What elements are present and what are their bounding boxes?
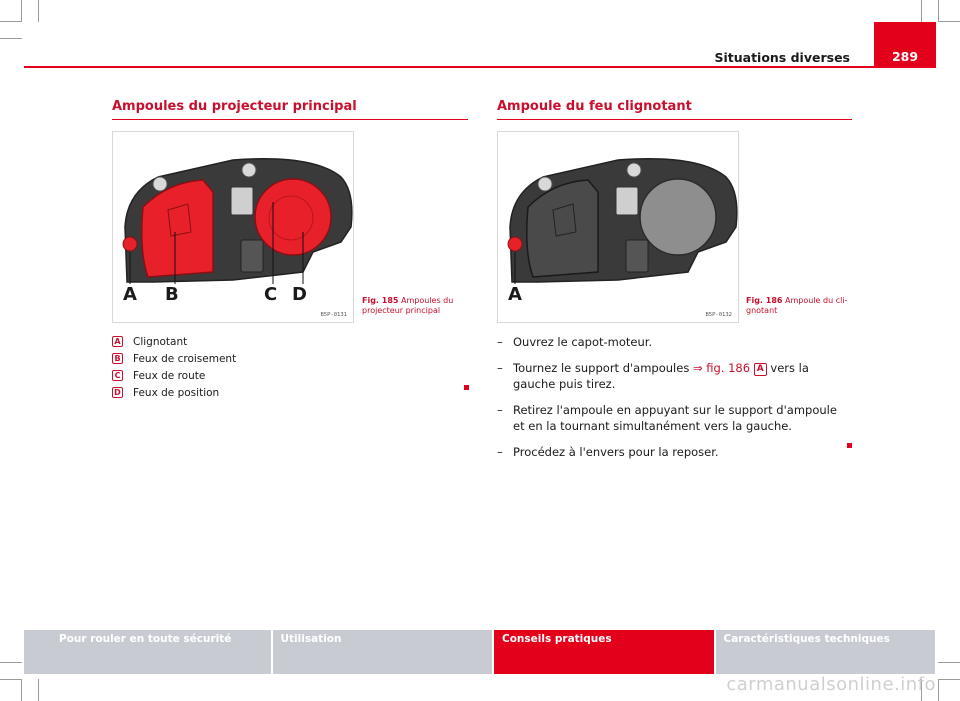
header-rule [24, 66, 936, 68]
legend-item [112, 350, 236, 367]
step-text: Retirez l'ampoule en appuyant sur le support d'ampoule et en la tournant simultanément vers la gauche. [513, 403, 837, 433]
headlight-figure [112, 131, 354, 323]
figure-code: B5P-0132 [705, 312, 732, 318]
instruction-step [497, 444, 849, 460]
figure-caption-text: Ampoule du cli- [785, 296, 848, 305]
instruction-steps [497, 334, 849, 470]
figure-code: B5P-0131 [320, 312, 347, 318]
inline-key-badge: A [754, 363, 767, 376]
figure-caption [362, 296, 462, 316]
figure-label-a: A [508, 284, 522, 305]
left-section-rule [112, 119, 468, 120]
legend-text: Feux de position [133, 386, 220, 399]
crop-mark [0, 38, 22, 39]
legend-key-badge: B [112, 353, 123, 364]
watermark: carmanualsonline.info [726, 674, 936, 695]
legend-list [112, 333, 236, 401]
legend-item [112, 367, 236, 384]
figure-label-c: C [264, 284, 278, 305]
figure-label-b: B [165, 284, 179, 305]
tab-utilisation[interactable]: Utilisation [273, 630, 495, 674]
step-dash: – [497, 403, 503, 417]
step-dash: – [497, 361, 503, 375]
right-section-title: Ampoule du feu clignotant [497, 99, 692, 114]
blinker-figure [497, 131, 739, 323]
crop-mark [38, 679, 39, 701]
right-section-rule [497, 119, 852, 120]
figure-label-d: D [292, 284, 307, 305]
crop-mark [21, 679, 22, 701]
tab-conseils-pratiques[interactable]: Conseils pratiques [494, 630, 716, 674]
crop-mark [0, 21, 22, 22]
legend-key-badge: C [112, 370, 123, 381]
figure-number: Fig. 185 [362, 296, 399, 305]
crop-mark [38, 0, 39, 22]
crop-mark [0, 662, 22, 663]
instruction-step [497, 402, 849, 434]
legend-text: Clignotant [133, 335, 188, 348]
instruction-step [497, 360, 849, 392]
tab-pour-rouler-en-toute-securite[interactable]: Pour rouler en toute sécurité [24, 630, 273, 674]
section-end-marker [464, 385, 469, 390]
legend-item [112, 333, 236, 350]
step-text-part: Tournez le support d'ampoules [513, 361, 690, 375]
chapter-tabs [24, 630, 935, 674]
left-section-title: Ampoules du projecteur principal [112, 99, 357, 114]
section-end-marker [847, 443, 852, 448]
crop-mark [938, 21, 960, 22]
figure-caption-text-continued: gnotant [746, 306, 778, 315]
page-number: 289 [891, 49, 919, 64]
step-text: Ouvrez le capot-moteur. [513, 335, 653, 349]
instruction-step [497, 334, 849, 350]
crop-mark [21, 0, 22, 22]
crop-mark [938, 0, 939, 22]
figure-caption [746, 296, 856, 316]
crop-mark [938, 679, 939, 701]
blinker-illustration [498, 132, 738, 322]
legend-key-badge: D [112, 387, 123, 398]
step-dash: – [497, 335, 503, 349]
figure-number: Fig. 186 [746, 296, 783, 305]
headlight-illustration [113, 132, 353, 322]
crop-mark [921, 0, 922, 22]
tab-caracteristiques-techniques[interactable]: Caractéristiques techniques [716, 630, 936, 674]
legend-text: Feux de route [133, 369, 206, 382]
step-dash: – [497, 445, 503, 459]
running-header-title: Situations diverses [714, 50, 850, 65]
figure-reference-link[interactable]: ⇒ fig. 186 [692, 361, 751, 375]
step-text [513, 360, 849, 392]
crop-mark [938, 662, 960, 663]
step-text: Procédez à l'envers pour la reposer. [513, 445, 719, 459]
page-number-box [874, 22, 936, 68]
legend-key-badge: A [112, 336, 123, 347]
crop-mark [938, 679, 960, 680]
figure-label-a: A [123, 284, 137, 305]
figure-caption-text: Ampoules du projecteur principal [362, 296, 454, 315]
legend-text: Feux de croisement [133, 352, 237, 365]
legend-item [112, 384, 236, 401]
crop-mark [0, 679, 22, 680]
step-text-part: vers la gauche puis tirez. [513, 361, 809, 391]
